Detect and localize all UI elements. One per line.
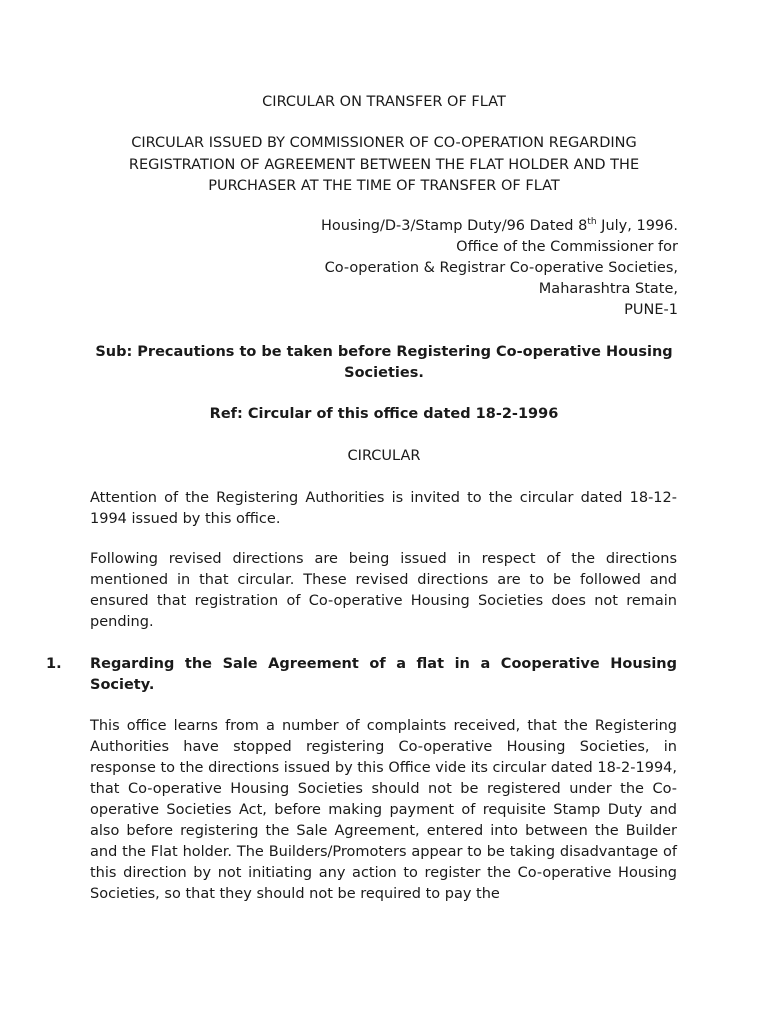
reference-department-line: Co-operation & Registrar Co-operative Societies, bbox=[324, 260, 678, 276]
item-number: 1. bbox=[46, 656, 62, 672]
document-subtitle: CIRCULAR ISSUED BY COMMISSIONER OF CO-OPERATION REGARDING REGISTRATION OF AGREEMENT BETWEEN THE FLAT HOLDER AND THE PURCHASER AT THE TIME OF TRANSFER OF FLAT bbox=[128, 135, 640, 194]
reference-number-suffix: July, 1996. bbox=[596, 218, 678, 234]
item-heading: Regarding the Sale Agreement of a flat in a Cooperative Housing Society. bbox=[90, 656, 677, 693]
reference-city-line: PUNE-1 bbox=[624, 302, 678, 318]
ref-line: Ref: Circular of this office dated 18-2-1996 bbox=[209, 406, 559, 422]
reference-date-superscript: th bbox=[587, 217, 597, 228]
item-body: This office learns from a number of complaints received, that the Registering Authorities have stopped registering Co-operative Housing Societies, in response to the directions issued by this Office vide its circular dated 18-2-1994, that Co-operative Housing Societies should not be registered under the Co-operative Societies Act, before making payment of requisite Stamp Duty and also before registering the Sale Agreement, entered into between the Builder and the Flat holder. The Builders/Promoters appear to be taking disadvantage of this direction by not initiating any action to register the Co-operative Housing Societies, so that they should not be required to pay the bbox=[90, 718, 677, 902]
paragraph-attention: Attention of the Registering Authorities is invited to the circular dated 18-12-1994 issued by this office. bbox=[90, 490, 677, 527]
reference-block bbox=[178, 216, 678, 321]
paragraph-revised-directions: Following revised directions are being issued in respect of the directions mentioned in that circular. These revised directions are to be followed and ensured that registration of Co-operative Housing Societies does not remain pending. bbox=[90, 551, 677, 630]
reference-state-line: Maharashtra State, bbox=[538, 281, 678, 297]
circular-heading: CIRCULAR bbox=[347, 448, 421, 464]
reference-number bbox=[178, 216, 678, 237]
reference-number-prefix: Housing/D-3/Stamp Duty/96 Dated 8 bbox=[321, 218, 588, 234]
reference-office-line: Office of the Commissioner for bbox=[456, 239, 678, 255]
subject-line: Sub: Precautions to be taken before Registering Co-operative Housing Societies. bbox=[95, 344, 673, 381]
document-title: CIRCULAR ON TRANSFER OF FLAT bbox=[262, 94, 506, 110]
